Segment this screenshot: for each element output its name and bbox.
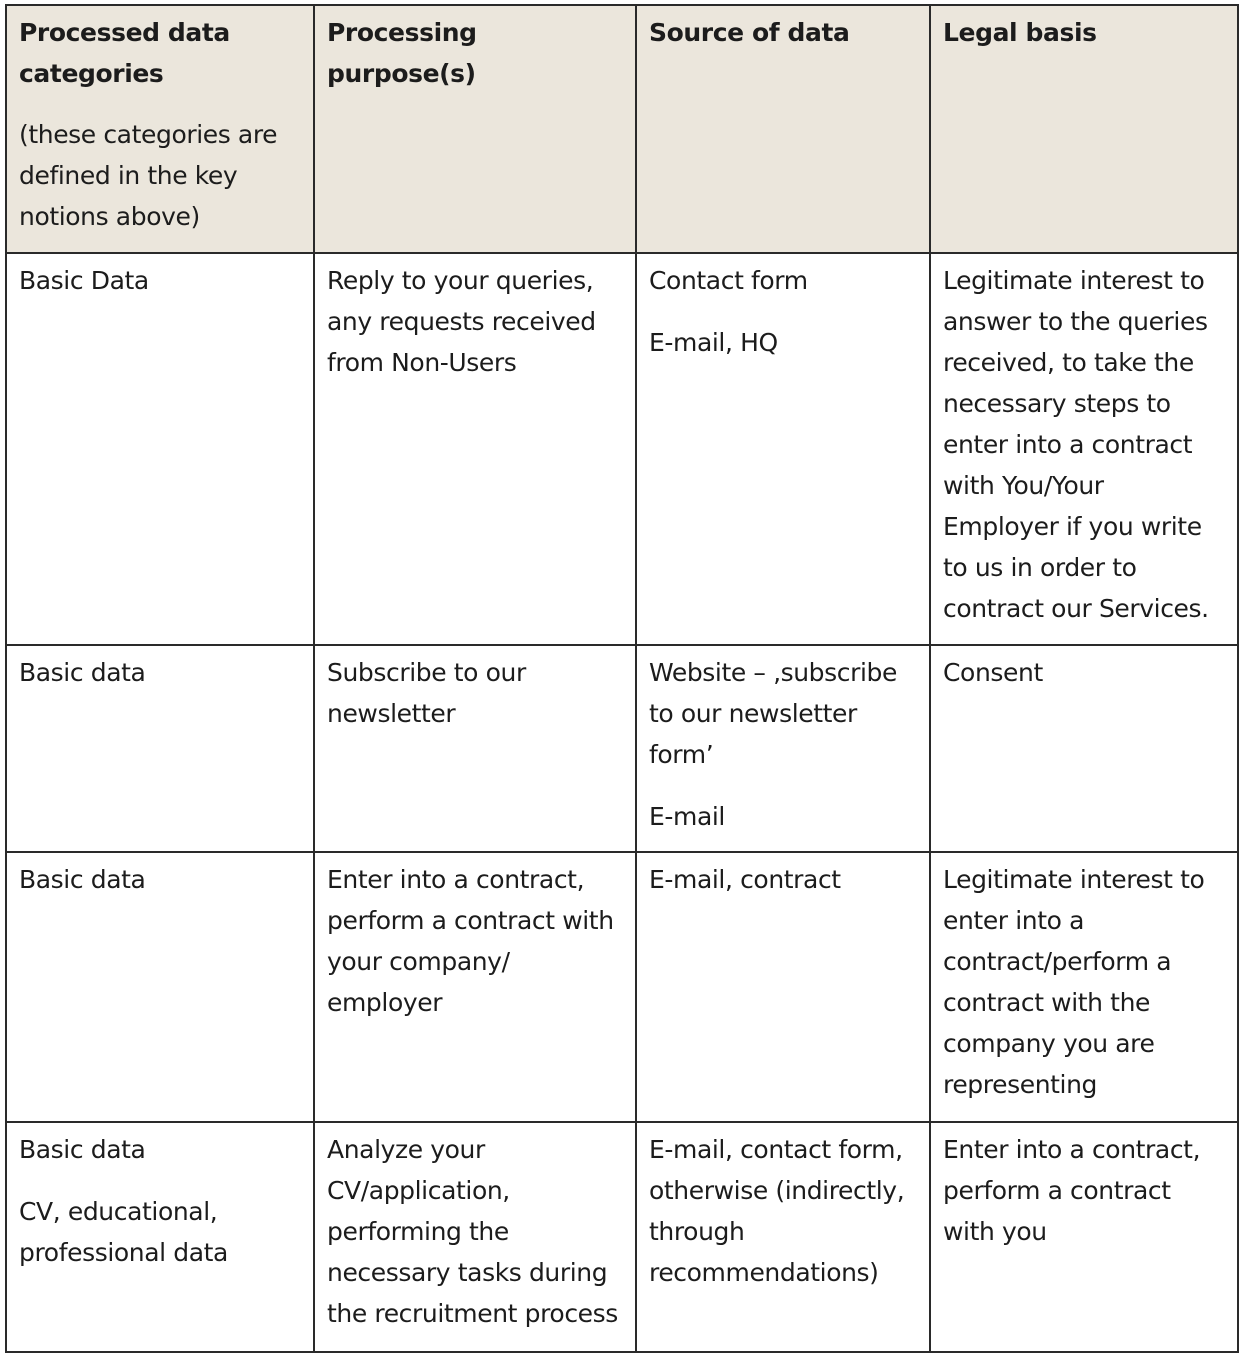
header-label: Legal basis (943, 18, 1097, 47)
data-processing-table-container (5, 4, 1237, 1351)
data-processing-table (5, 4, 1239, 1353)
cell-legal-basis (930, 852, 1238, 1122)
header-label: Processed data categories (19, 18, 230, 88)
cell-purpose (314, 1122, 636, 1352)
header-processing-purposes (314, 5, 636, 253)
cell-text: Analyze your CV/application, performing the necessary tasks during the recruitment process (327, 1135, 618, 1328)
cell-text: Basic data (19, 865, 146, 894)
cell-text: Basic Data (19, 266, 149, 295)
table-row (6, 852, 1238, 1122)
cell-legal-basis (930, 645, 1238, 852)
cell-source (636, 1122, 930, 1352)
cell-text: E-mail, HQ (649, 328, 778, 357)
cell-text: Enter into a contract, perform a contract with your company/ employer (327, 865, 614, 1017)
cell-text: E-mail, contract (649, 865, 841, 894)
cell-text: E-mail (649, 802, 725, 831)
cell-text: Consent (943, 658, 1043, 687)
cell-legal-basis (930, 1122, 1238, 1352)
table-row (6, 1122, 1238, 1352)
header-source-of-data (636, 5, 930, 253)
header-processed-data-categories (6, 5, 314, 253)
cell-text: Legitimate interest to answer to the queries received, to take the necessary steps to enter into a contract with You/Your Employer if you write to us in order to contract our Services. (943, 266, 1209, 623)
cell-legal-basis (930, 253, 1238, 645)
cell-category (6, 645, 314, 852)
cell-text: Legitimate interest to enter into a contract/perform a contract with the company you are representing (943, 865, 1205, 1099)
header-label: Source of data (649, 18, 850, 47)
table-row (6, 253, 1238, 645)
cell-purpose (314, 253, 636, 645)
header-note: (these categories are defined in the key notions above) (19, 120, 278, 231)
cell-text: CV, educational, professional data (19, 1197, 228, 1267)
cell-source (636, 253, 930, 645)
cell-purpose (314, 645, 636, 852)
cell-text: Contact form (649, 266, 808, 295)
cell-text: Basic data (19, 658, 146, 687)
table-header-row (6, 5, 1238, 253)
header-legal-basis (930, 5, 1238, 253)
table-row (6, 645, 1238, 852)
cell-text: Reply to your queries, any requests received from Non-Users (327, 266, 596, 377)
cell-text: Website – ‚subscribe to our newsletter form’ (649, 658, 897, 769)
cell-text: Enter into a contract, perform a contract with you (943, 1135, 1201, 1246)
cell-purpose (314, 852, 636, 1122)
cell-category (6, 1122, 314, 1352)
cell-text: Basic data (19, 1135, 146, 1164)
header-label: Processing purpose(s) (327, 18, 477, 88)
cell-category (6, 852, 314, 1122)
cell-source (636, 852, 930, 1122)
cell-category (6, 253, 314, 645)
cell-source (636, 645, 930, 852)
cell-text: Subscribe to our newsletter (327, 658, 526, 728)
cell-text: E-mail, contact form, otherwise (indirectly, through recommendations) (649, 1135, 905, 1287)
